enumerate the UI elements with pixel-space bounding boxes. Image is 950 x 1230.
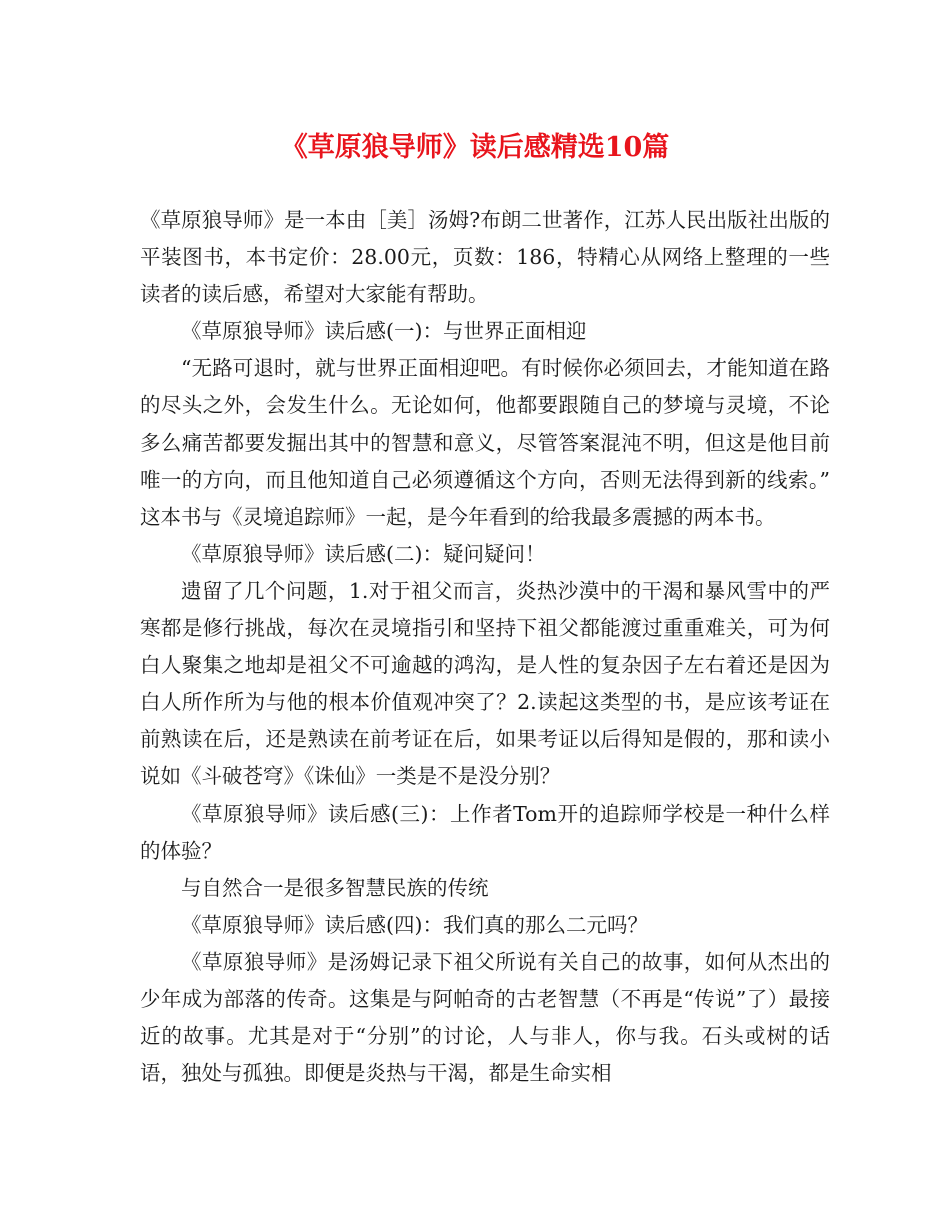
section-heading-4: 《草原狼导师》读后感(四)：我们真的那么二元吗？: [181, 912, 648, 937]
section-heading-1: 《草原狼导师》读后感(一)：与世界正面相迎: [181, 319, 587, 344]
section-paragraph-1: “无路可退时，就与世界正面相迎吧。有时候你必须回去，才能知道在路的尽头之外，会发生什么。无论如何，他都要跟随自己的梦境与灵境，不论多么痛苦都要发掘出其中的智慧和意义，尽管答案混沌不明，但这是他目前唯一的方向，而且他知道自己必须遵循这个方向，否则无法得到新的线索。” 这本书与《灵境追踪师》一起，是今年看到的给我最多震撼的两本书。: [140, 356, 830, 529]
section-paragraph-2: 遗留了几个问题，1.对于祖父而言，炎热沙漠中的干渴和暴风雪中的严寒都是修行挑战，每次在灵境指引和坚持下祖父都能渡过重重难关，可为何白人聚集之地却是祖父不可逾越的鸿沟，是人性的复杂因子左右着还是因为白人所作所为与他的根本价值观冲突了？2.读起这类型的书，是应该考证在前熟读在后，还是熟读在前考证在后，如果考证以后得知是假的，那和读小说如《斗破苍穹》《诛仙》一类是不是没分别？: [140, 578, 830, 789]
section-paragraph-4: 《草原狼导师》是汤姆记录下祖父所说有关自己的故事，如何从杰出的少年成为部落的传奇。这集是与阿帕奇的古老智慧（不再是“传说”了）最接近的故事。尤其是对于“分别”的讨论，人与非人，你与我。石头或树的话语，独处与孤独。即便是炎热与干渴，都是生命实相: [140, 949, 830, 1086]
section-paragraph-3: 与自然合一是很多智慧民族的传统: [181, 875, 489, 900]
section-heading-2: 《草原狼导师》读后感(二)：疑问疑问！: [181, 541, 546, 566]
section-heading-3: 《草原狼导师》读后感(三)：上作者Tom开的追踪师学校是一种什么样的体验？: [140, 801, 830, 863]
intro-paragraph: 《草原狼导师》是一本由［美］汤姆?布朗二世著作，江苏人民出版社出版的平装图书，本书定价：28.00元，页数：186，特精心从网络上整理的一些读者的读后感，希望对大家能有帮助。: [140, 208, 830, 307]
document-title: 《草原狼导师》读后感精选10篇: [280, 132, 670, 163]
document-body: [140, 202, 830, 1092]
